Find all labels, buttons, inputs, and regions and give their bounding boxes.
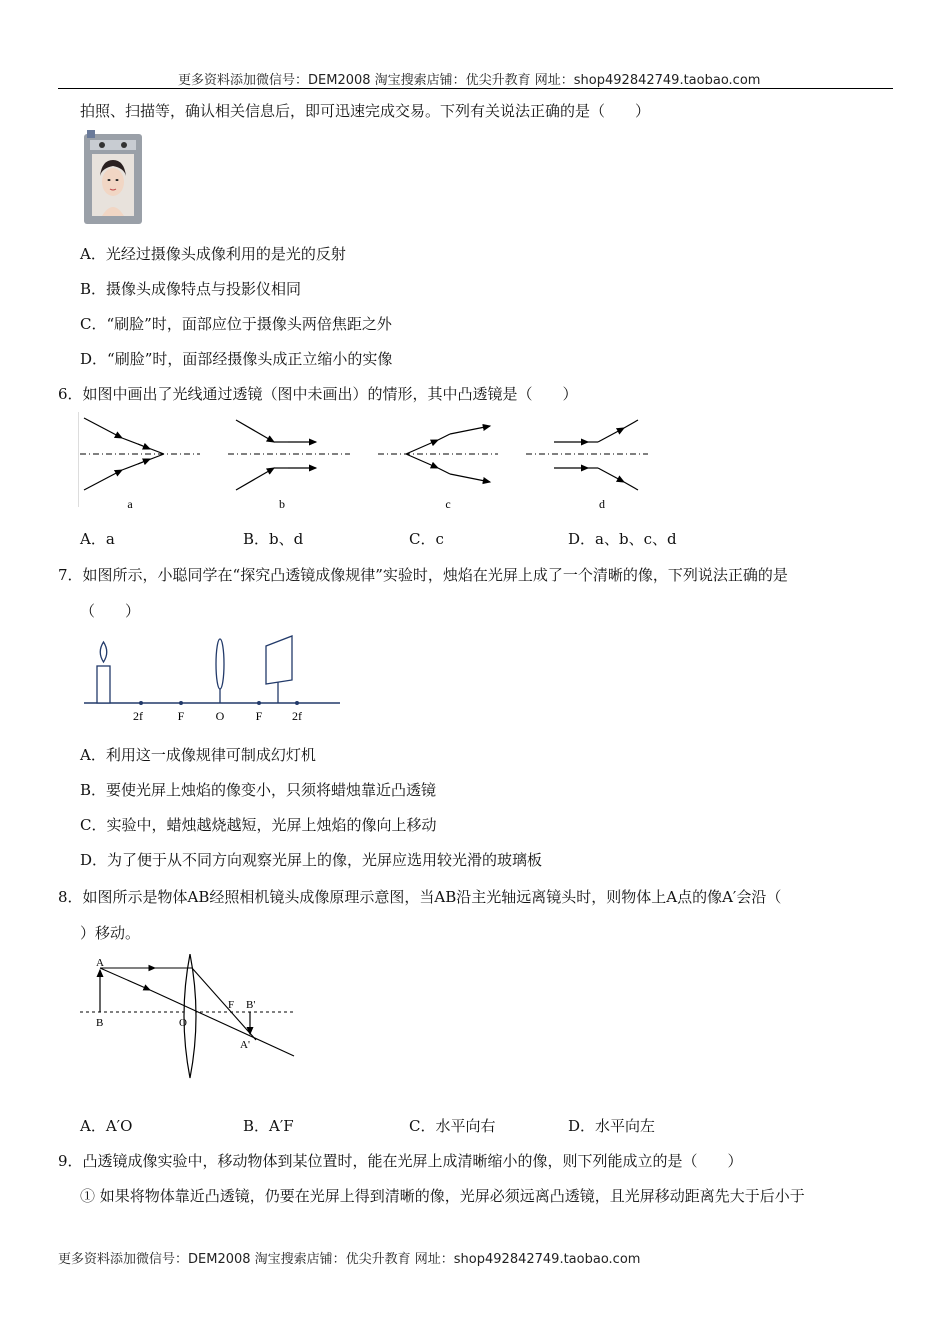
axis-label-o: O <box>215 709 225 723</box>
label-f: F <box>228 999 235 1011</box>
q6-option-c: C．c <box>409 530 444 548</box>
q6-option-a: A．a <box>80 530 115 548</box>
figure-label-c: c <box>445 497 451 511</box>
face-icon <box>102 168 124 196</box>
q7-optical-bench-figure <box>82 632 344 724</box>
q7-option-a: A．利用这一成像规律可制成幻灯机 <box>80 746 316 764</box>
q7-option-b: B．要使光屏上烛焰的像变小，只须将蜡烛靠近凸透镜 <box>80 781 437 799</box>
figure-c <box>378 426 498 511</box>
figure-label-a: a <box>127 497 133 511</box>
q6-option-b: B．b、d <box>243 530 304 548</box>
label-b: B <box>96 1017 104 1029</box>
page-header: 更多资料添加微信号：DEM2008 淘宝搜索店铺：优尖升教育 网址：shop492842749.taobao.com <box>178 73 761 88</box>
q6-light-ray-figure <box>78 412 648 512</box>
candle <box>97 666 110 703</box>
q8-camera-ray-diagram <box>80 954 300 1084</box>
q7-option-c: C．实验中，蜡烛越烧越短，光屏上烛焰的像向上移动 <box>80 816 437 834</box>
q6-stem: 6．如图中画出了光线通过透镜（图中未画出）的情形，其中凸透镜是（ ） <box>58 385 578 403</box>
figure-d <box>526 420 648 511</box>
figure-label-b: b <box>279 497 285 511</box>
q7-option-d: D．为了便于从不同方向观察光屏上的像，光屏应选用较光滑的玻璃板 <box>80 851 543 869</box>
camera-lens-icon <box>99 142 105 148</box>
q7-stem-line2: （ ） <box>80 602 141 620</box>
q5-option-b: B．摄像头成像特点与投影仪相同 <box>80 280 302 298</box>
q9-item-1: ① 如果将物体靠近凸透镜，仍要在光屏上得到清晰的像，光屏必须远离凸透镜，且光屏移动距离先大于后小于 <box>80 1187 805 1205</box>
label-o: O <box>179 1017 187 1029</box>
figure-a <box>80 418 200 511</box>
axis-label-2f-right: 2f <box>292 709 302 723</box>
face-scan-terminal-image <box>84 130 142 224</box>
flame-icon <box>100 642 107 662</box>
q5-option-c: C．“刷脸”时，面部应位于摄像头两倍焦距之外 <box>80 315 392 333</box>
header-rule <box>58 88 893 89</box>
q5-option-a: A．光经过摄像头成像利用的是光的反射 <box>80 245 346 263</box>
light-screen <box>266 636 292 684</box>
q8-option-d: D．水平向左 <box>568 1117 656 1135</box>
axis-label-f-left: F <box>177 709 185 723</box>
q6-option-d: D．a、b、c、d <box>568 530 677 548</box>
axis-label-f-right: F <box>255 709 263 723</box>
label-a-prime: A' <box>240 1039 250 1051</box>
q8-stem-line1: 8．如图所示是物体AB经照相机镜头成像原理示意图，当AB沿主光轴远离镜头时，则物体上A点的像A′会沿（ <box>58 888 782 906</box>
page-footer: 更多资料添加微信号：DEM2008 淘宝搜索店铺：优尖升教育 网址：shop492842749.taobao.com <box>58 1252 641 1267</box>
q8-option-c: C．水平向右 <box>409 1117 496 1135</box>
label-b-prime: B' <box>246 999 256 1011</box>
terminal-camera-bar <box>90 140 136 150</box>
axis-label-2f-left: 2f <box>133 709 143 723</box>
convex-lens <box>184 954 196 1078</box>
q5-stem: 拍照、扫描等，确认相关信息后，即可迅速完成交易。下列有关说法正确的是（ ） <box>80 102 651 120</box>
figure-label-d: d <box>599 497 605 511</box>
q8-option-a: A．A′O <box>80 1117 133 1135</box>
q5-option-d: D．“刷脸”时，面部经摄像头成正立缩小的实像 <box>80 350 393 368</box>
q9-stem: 9．凸透镜成像实验中，移动物体到某位置时，能在光屏上成清晰缩小的像，则下列能成立的是（ ） <box>58 1152 743 1170</box>
q8-stem-line2: ）移动。 <box>80 924 141 942</box>
label-a: A <box>96 957 104 969</box>
convex-lens <box>216 639 224 689</box>
q7-stem-line1: 7．如图所示，小聪同学在“探究凸透镜成像规律”实验时，烛焰在光屏上成了一个清晰的像，下列说法正确的是 <box>58 566 788 584</box>
camera-lens-icon <box>121 142 127 148</box>
terminal-antenna <box>87 130 95 138</box>
q8-option-b: B．A′F <box>243 1117 294 1135</box>
figure-b <box>228 420 350 511</box>
